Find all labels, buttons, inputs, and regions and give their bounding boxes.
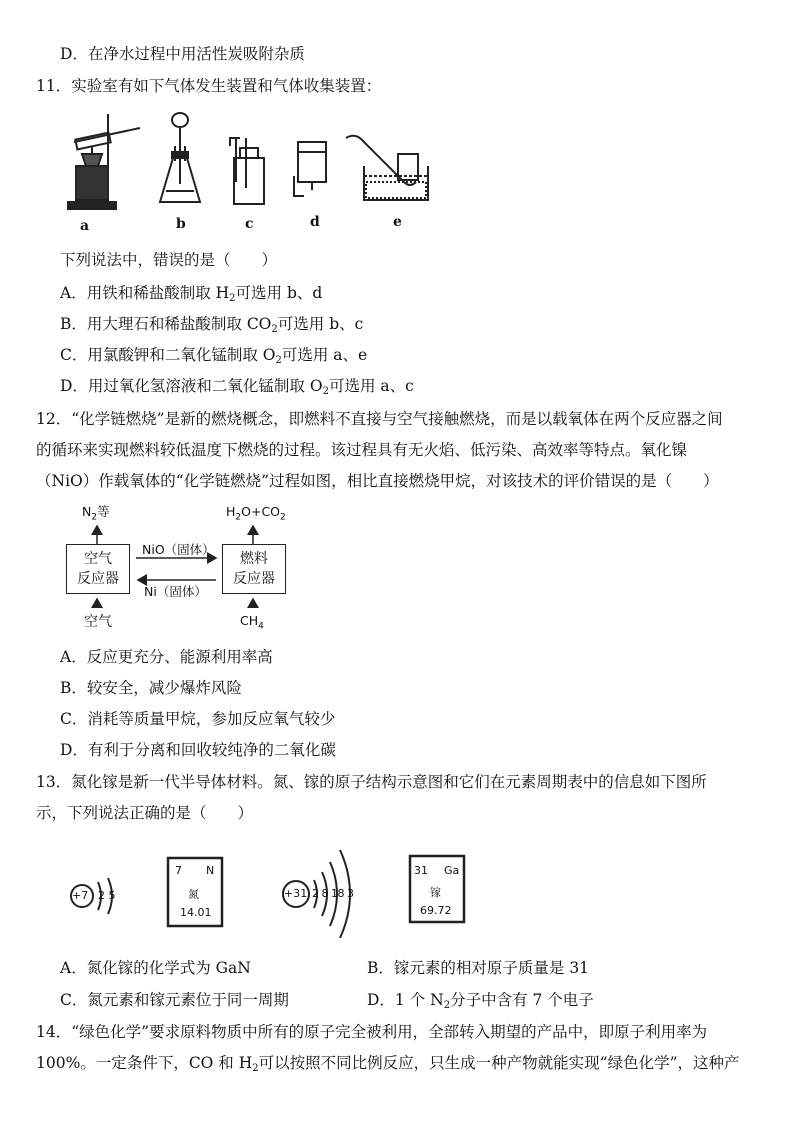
q10-option-d: D．在净水过程中用活性炭吸附杂质 — [60, 45, 305, 63]
q12-option-b: B．较安全，减少爆炸风险 — [60, 679, 242, 697]
ga-nucleus-charge: +31 — [284, 887, 308, 900]
q11-option-a: A．用铁和稀盐酸制取 $H_2$可选用 b、d — [60, 284, 323, 304]
n-name: 氮 — [188, 888, 199, 901]
ga-atomic-mass: 69.72 — [420, 904, 452, 917]
air-reactor-label-1: 空气 — [84, 551, 112, 567]
q12-chemical-looping-diagram — [60, 500, 320, 635]
apparatus-a-icon — [68, 114, 140, 209]
q11-option-b: B．用大理石和稀盐酸制取 $CO_2$可选用 b、c — [60, 315, 364, 335]
fuel-reactor-label-1: 燃料 — [240, 551, 268, 567]
n-nucleus-charge: +7 — [72, 889, 89, 902]
n-atomic-number: 7 — [175, 864, 182, 877]
q12-line-2: 的循环来实现燃料较低温度下燃烧的过程。该过程具有无火焰、低污染、高效率等特点。氧化镍 — [36, 441, 688, 459]
q11-apparatus-figure — [60, 106, 440, 236]
ga-symbol: Ga — [444, 864, 460, 877]
q11-option-c: C．用氯酸钾和二氧化锰制取 $O_2$可选用 a、e — [60, 346, 368, 366]
q13-option-b: B．镓元素的相对原子质量是 31 — [367, 959, 590, 977]
q13-atom-figure — [60, 838, 480, 938]
air-reactor-output-label: $N_2$等 — [82, 504, 110, 523]
q14-line-2: 100%。一定条件下，CO 和 $H_2$可以按照不同比例反应，只生成一种产物就能实现“绿色化学”，这种产 — [36, 1054, 740, 1074]
q11-prompt: 下列说法中，错误的是（ ） — [60, 251, 278, 269]
q12-line-1: 12．“化学链燃烧”是新的燃烧概念，即燃料不直接与空气接触燃烧，而是以载氧体在两个反应器之间 — [36, 410, 723, 428]
n-shell-electrons: 2 5 — [98, 889, 116, 902]
apparatus-label-e: e — [393, 214, 402, 230]
air-input-label: 空气 — [84, 614, 112, 630]
ga-name: 镓 — [430, 886, 441, 899]
fuel-reactor-box — [222, 544, 286, 594]
n-symbol: N — [206, 864, 215, 877]
apparatus-label-a: a — [80, 218, 90, 234]
q11-stem: 11．实验室有如下气体发生装置和气体收集装置： — [36, 77, 382, 95]
q11-option-d: D．用过氧化氢溶液和二氧化锰制取 $O_2$可选用 a、c — [60, 377, 414, 397]
nio-solid-label: NiO（固体） — [142, 542, 215, 557]
q14-line-1: 14．“绿色化学”要求原料物质中所有的原子完全被利用，全部转入期望的产品中，即原子利用率为 — [36, 1023, 708, 1041]
apparatus-label-b: b — [176, 216, 186, 232]
ni-solid-label: Ni（固体） — [144, 584, 207, 599]
apparatus-d-icon — [294, 142, 326, 196]
q12-line-3: （NiO）作载氧体的“化学链燃烧”过程如图，相比直接燃烧甲烷，对该技术的评价错误的是（ ） — [36, 472, 719, 490]
air-reactor-box — [66, 544, 130, 594]
q12-option-a: A．反应更充分、能源利用率高 — [60, 648, 273, 666]
ga-atomic-number: 31 — [414, 864, 428, 877]
q13-line-1: 13．氮化镓是新一代半导体材料。氮、镓的原子结构示意图和它们在元素周期表中的信息如下图所 — [36, 773, 707, 791]
methane-input-label: $CH_4$ — [240, 613, 264, 632]
apparatus-label-c: c — [245, 216, 254, 232]
apparatus-b-icon — [160, 113, 200, 202]
apparatus-e-icon — [346, 136, 428, 200]
apparatus-label-d: d — [310, 214, 320, 230]
ga-shell-electrons: 2 8 18 3 — [312, 887, 354, 900]
q12-option-d: D．有利于分离和回收较纯净的二氧化碳 — [60, 741, 336, 759]
atom-structure-drawing — [60, 838, 480, 938]
fuel-reactor-label-2: 反应器 — [233, 571, 275, 587]
air-reactor-label-2: 反应器 — [77, 571, 119, 587]
n-atomic-mass: 14.01 — [180, 906, 212, 919]
q13-line-2: 示，下列说法正确的是（ ） — [36, 804, 254, 822]
apparatus-c-icon — [230, 138, 264, 204]
fuel-reactor-output-label: $H_2O+CO_2$ — [226, 504, 286, 523]
q13-option-a: A．氮化镓的化学式为 GaN — [60, 959, 251, 977]
q13-option-d: D．1 个 $N_2$分子中含有 7 个电子 — [367, 991, 594, 1011]
q13-option-c: C．氮元素和镓元素位于同一周期 — [60, 991, 289, 1009]
q12-option-c: C．消耗等质量甲烷，参加反应氧气较少 — [60, 710, 336, 728]
